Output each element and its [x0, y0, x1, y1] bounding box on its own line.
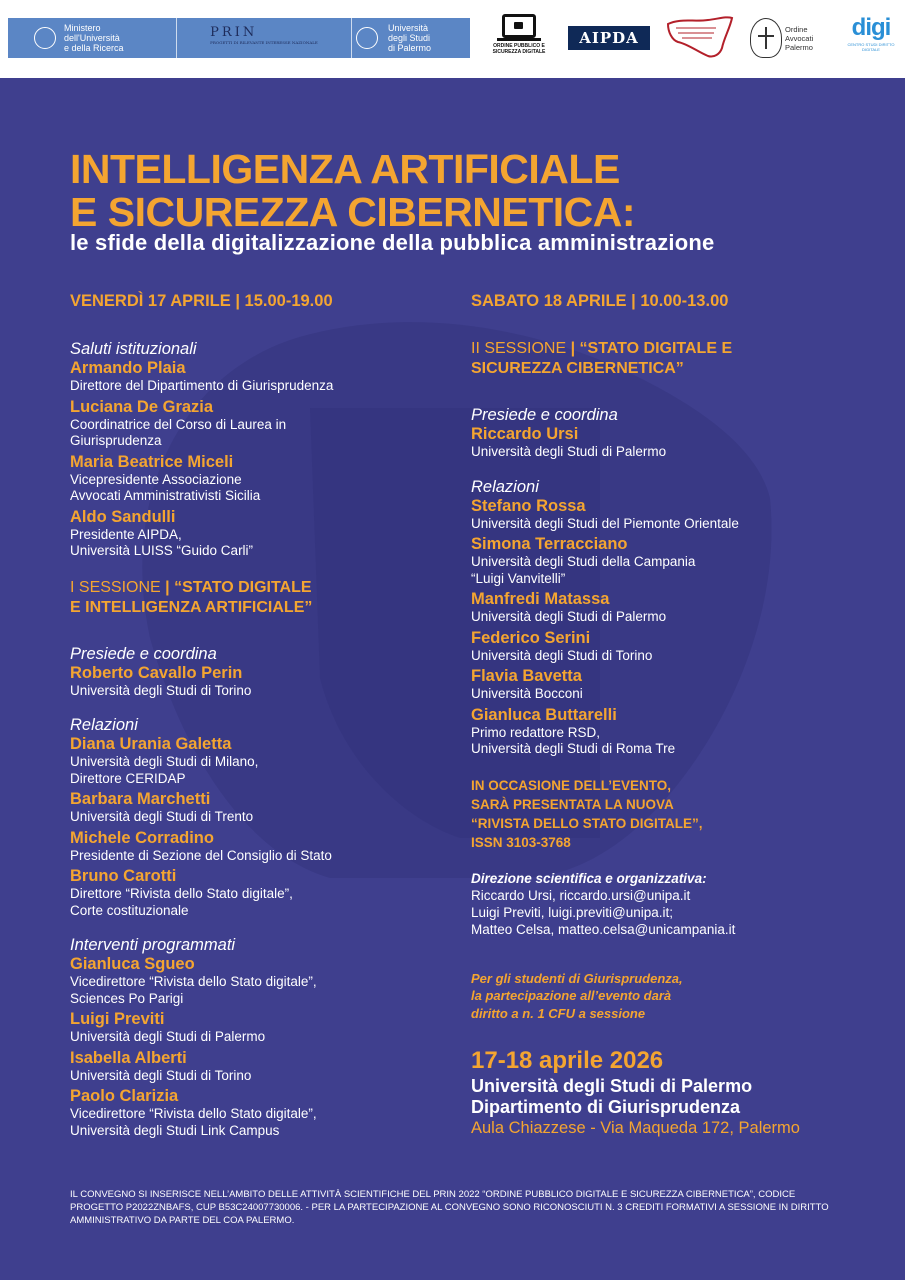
- person-name: Barbara Marchetti: [70, 790, 211, 808]
- digi-wordmark: digi: [851, 14, 891, 41]
- journal-announcement: IN OCCASIONE DELL’EVENTO, SARÀ PRESENTATA LA NUOVA “RIVISTA DELLO STATO DIGITALE”, ISSN 3103-3768: [471, 777, 703, 850]
- unipa-name: Università degli Studi di Palermo: [388, 23, 432, 53]
- person-affiliation: Università degli Studi della Campania “Luigi Vanvitelli”: [471, 554, 696, 586]
- direction-title: Direzione scientifica e organizzativa:: [471, 870, 707, 886]
- venue-department: Dipartimento di Giurisprudenza: [471, 1097, 741, 1117]
- session2-heading: [471, 339, 891, 379]
- person-affiliation: Università degli Studi di Palermo: [70, 1029, 266, 1044]
- person-name: Diana Urania Galetta: [70, 735, 232, 753]
- day1-column: [70, 290, 450, 1142]
- person-entry: [70, 867, 450, 919]
- person-affiliation: Università degli Studi di Trento: [70, 809, 254, 824]
- person-entry: [70, 735, 450, 787]
- ministry-name: Ministero dell'Università e della Ricerca: [64, 23, 124, 53]
- session2-chair: [471, 425, 891, 461]
- person-affiliation: Direttore “Rivista dello Stato digitale”, Corte costituzionale: [70, 886, 293, 918]
- session2-talks-list: [471, 497, 891, 758]
- session2-title: “STATO DIGITALE E SICUREZZA CIBERNETICA”: [471, 340, 733, 377]
- session1-talks-label: Relazioni: [70, 716, 138, 734]
- person-name: Luciana De Grazia: [70, 397, 214, 416]
- person-name: Federico Serini: [471, 628, 591, 647]
- person-entry: [70, 1010, 450, 1046]
- venue-university: Università degli Studi di Palermo: [471, 1076, 753, 1096]
- person-entry: [70, 1049, 450, 1085]
- person-affiliation: Università Bocconi: [471, 686, 583, 701]
- laptop-lock-icon: [502, 14, 536, 38]
- republic-emblem-icon: [34, 27, 56, 49]
- prin-subtitle: PROGETTI DI RILEVANTE INTERESSE NAZIONALE: [210, 40, 318, 45]
- person-affiliation: Vicepresidente Associazione Avvocati Amministrativisti Sicilia: [70, 471, 261, 503]
- person-entry: [70, 398, 450, 450]
- digi-logo: [842, 14, 900, 62]
- title-line-1: INTELLIGENZA ARTIFICIALE: [70, 146, 620, 192]
- person-affiliation: Vicedirettore “Rivista dello Stato digitale”, Università degli Studi Link Campus: [70, 1106, 317, 1138]
- ops-logo-text: ORDINE PUBBLICO E SICUREZZA DIGITALE: [492, 43, 546, 55]
- direction-contacts: Riccardo Ursi, riccardo.ursi@unipa.it Luigi Previti, luigi.previti@unipa.it; Matteo Celsa, matteo.celsa@unicampania.it: [471, 887, 736, 937]
- prin-logo: [176, 18, 352, 58]
- session1-prefix: I SESSIONE: [70, 578, 161, 596]
- person-affiliation: Vicedirettore “Rivista dello Stato digitale”, Sciences Po Parigi: [70, 974, 317, 1006]
- venue-address: Aula Chiazzese - Via Maqueda 172, Palermo: [471, 1119, 800, 1137]
- footnote: IL CONVEGNO SI INSERISCE NELL’AMBITO DELLE ATTIVITÀ SCIENTIFICHE DEL PRIN 2022 “ORDINE PUBBLICO DIGITALE E SICUREZZA CIBERNETICA”, CODICE PROGETTO P2022ZNBAFS, CUP B53C24007730006. - PER LA PARTECIPAZIONE AL CONVEGNO SONO RICONOSCIUTI N. 3 CREDITI FORMATIVI A SESSIONE IN DIRITTO AMMINISTRATIVO DA PARTE DEL COA PALERMO.: [70, 1189, 829, 1226]
- person-entry: [70, 829, 450, 865]
- prin-wordmark: PRIN: [210, 25, 258, 40]
- person-name: Manfredi Matassa: [471, 590, 610, 608]
- person-name: Isabella Alberti: [70, 1048, 187, 1067]
- session2-talks-label: Relazioni: [471, 477, 539, 496]
- person-name: Flavia Bavetta: [471, 667, 582, 685]
- session1-heading: [70, 578, 450, 618]
- title-line-2: E SICUREZZA CIBERNETICA:: [70, 189, 636, 235]
- day1-heading: VENERDÌ 17 APRILE | 15.00-19.00: [70, 292, 333, 310]
- digi-subtitle: CENTRO STUDI DIRITTO DIGITALE: [847, 42, 895, 52]
- person-name: Michele Corradino: [70, 828, 214, 847]
- person-affiliation: Coordinatrice del Corso di Laurea in Giurisprudenza: [70, 416, 287, 448]
- sicily-map-icon: [664, 14, 736, 62]
- person-affiliation: Primo redattore RSD, Università degli Studi di Roma Tre: [471, 724, 676, 756]
- event-date: 17-18 aprile 2026: [471, 1047, 664, 1074]
- session1-separator: |: [160, 578, 175, 596]
- session1-chair: [70, 664, 450, 700]
- session1-chair-label: Presiede e coordina: [70, 644, 217, 663]
- person-name: Stefano Rossa: [471, 496, 586, 515]
- institutional-logos-band: [8, 18, 470, 58]
- person-entry: [70, 790, 450, 826]
- day2-column: [471, 290, 891, 1139]
- person-affiliation: Presidente AIPDA, Università LUISS “Guido Carli”: [70, 526, 254, 558]
- person-name: Luigi Previti: [70, 1010, 165, 1028]
- interventions-list: [70, 955, 450, 1139]
- person-entry: [471, 497, 891, 533]
- person-affiliation: Università degli Studi di Palermo: [471, 609, 667, 624]
- person-name: Simona Terracciano: [471, 535, 628, 553]
- person-entry: [471, 590, 891, 626]
- unipa-logo: [352, 18, 470, 58]
- person-affiliation: Direttore del Dipartimento di Giurisprudenza: [70, 378, 334, 393]
- day2-heading: SABATO 18 APRILE | 10.00-13.00: [471, 292, 729, 310]
- person-name: Riccardo Ursi: [471, 425, 579, 443]
- session2-separator: |: [566, 340, 580, 357]
- interventions-label: Interventi programmati: [70, 936, 236, 954]
- person-name: Armando Plaia: [70, 359, 186, 377]
- person-entry: [70, 508, 450, 560]
- person-entry: [471, 535, 891, 587]
- ministry-logo: [8, 18, 176, 58]
- person-affiliation: Università degli Studi di Torino: [70, 682, 252, 698]
- coa-palermo-logo: [750, 14, 834, 62]
- ops-logo: [490, 14, 548, 64]
- session1-talks-list: [70, 735, 450, 919]
- person-entry: [70, 453, 450, 505]
- person-affiliation: Presidente di Sezione del Consiglio di Stato: [70, 847, 332, 863]
- coa-name: Ordine Avvocati Palermo: [785, 24, 814, 52]
- session1-title: “STATO DIGITALE E INTELLIGENZA ARTIFICIALE”: [70, 578, 313, 616]
- person-affiliation: Università degli Studi di Torino: [70, 1067, 252, 1083]
- person-entry: [70, 359, 450, 395]
- person-name: Maria Beatrice Miceli: [70, 452, 234, 471]
- person-name: Roberto Cavallo Perin: [70, 663, 243, 682]
- person-name: Bruno Carotti: [70, 867, 177, 885]
- sicily-institute-logo: [664, 14, 736, 62]
- person-affiliation: Università degli Studi di Milano, Direttore CERIDAP: [70, 754, 259, 786]
- logo-header: [0, 0, 905, 78]
- greetings-label: Saluti istituzionali: [70, 340, 197, 358]
- aipda-logo: AIPDA: [568, 26, 650, 50]
- cfu-note: Per gli studenti di Giurisprudenza, la partecipazione all’evento darà diritto a n. 1 CFU a sessione: [471, 970, 683, 1021]
- poster-body: [0, 78, 905, 1280]
- person-entry: [471, 706, 891, 758]
- greetings-list: [70, 359, 450, 560]
- scales-of-justice-icon: [750, 18, 782, 58]
- person-name: Paolo Clarizia: [70, 1087, 179, 1105]
- person-affiliation: Università degli Studi del Piemonte Orientale: [471, 515, 739, 531]
- session2-chair-label: Presiede e coordina: [471, 406, 618, 424]
- person-entry: [70, 1087, 450, 1139]
- person-entry: [471, 667, 891, 703]
- subtitle: le sfide della digitalizzazione della pubblica amministrazione: [70, 230, 715, 255]
- person-entry: [70, 955, 450, 1007]
- person-name: Gianluca Sgueo: [70, 955, 195, 973]
- person-affiliation: Università degli Studi di Torino: [471, 647, 653, 663]
- person-affiliation: Università degli Studi di Palermo: [471, 444, 667, 459]
- session2-prefix: II SESSIONE: [471, 340, 567, 357]
- person-name: Gianluca Buttarelli: [471, 705, 617, 724]
- person-entry: [471, 629, 891, 665]
- unipa-seal-icon: [356, 27, 378, 49]
- person-name: Aldo Sandulli: [70, 507, 176, 526]
